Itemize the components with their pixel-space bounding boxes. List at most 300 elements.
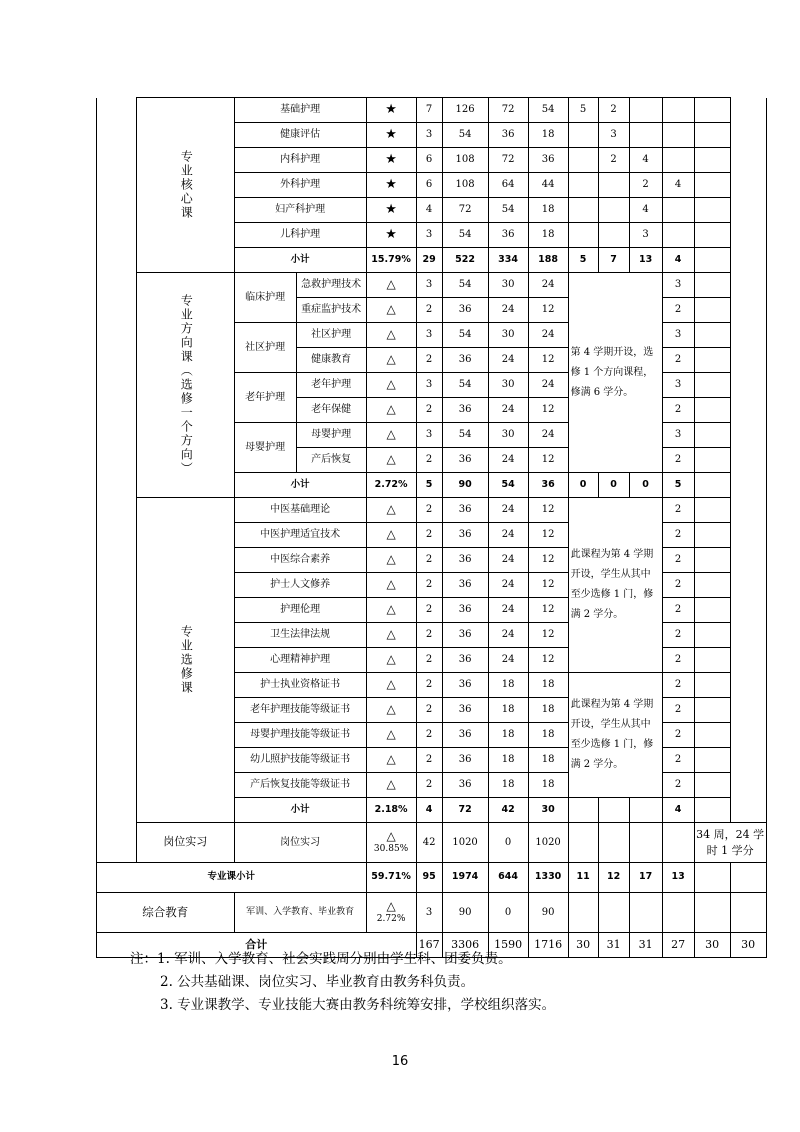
cell-s4: 3 xyxy=(662,373,694,398)
cell-s5 xyxy=(694,623,730,648)
direction-group-label xyxy=(137,273,235,498)
cell-credit: 2 xyxy=(416,523,442,548)
cell-s5 xyxy=(694,723,730,748)
nature-cell xyxy=(366,398,416,423)
cell-s4: 2 xyxy=(662,348,694,373)
cell-theory: 1590 xyxy=(488,933,528,958)
cell-total: 108 xyxy=(442,148,488,173)
course-name: 老年保健 xyxy=(296,398,366,423)
cell-s5 xyxy=(694,98,730,123)
cell-credit: 2 xyxy=(416,773,442,798)
page-number: 16 xyxy=(391,1054,409,1069)
cell-s2: 31 xyxy=(598,933,629,958)
cell-credit: 6 xyxy=(416,173,442,198)
cell-practice: 18 xyxy=(528,723,568,748)
cell-s5 xyxy=(694,498,730,523)
cell-theory: 30 xyxy=(488,373,528,398)
cell-s6 xyxy=(730,348,766,373)
cell-credit: 29 xyxy=(416,248,442,273)
cell-s3: 13 xyxy=(629,248,662,273)
left-blank xyxy=(97,198,137,223)
cell-theory: 18 xyxy=(488,673,528,698)
table-row xyxy=(97,273,767,298)
cell-credit: 3 xyxy=(416,423,442,448)
subtotal-label: 小计 xyxy=(234,473,366,498)
subgroup-label: 母婴护理 xyxy=(234,423,296,473)
nature-cell xyxy=(366,298,416,323)
cell-theory: 64 xyxy=(488,173,528,198)
cell-total: 36 xyxy=(442,673,488,698)
course-name: 妇产科护理 xyxy=(234,198,366,223)
cell-theory: 24 xyxy=(488,298,528,323)
cell-credit: 167 xyxy=(416,933,442,958)
triangle-icon: △ xyxy=(386,677,396,692)
cell-total: 36 xyxy=(442,648,488,673)
cell-practice: 12 xyxy=(528,548,568,573)
cell-theory: 18 xyxy=(488,773,528,798)
cell-credit: 2 xyxy=(416,548,442,573)
cell-s5 xyxy=(694,648,730,673)
cell-s3 xyxy=(629,893,662,933)
nature-cell xyxy=(366,548,416,573)
subtotal-pct: 59.71% xyxy=(366,863,416,893)
note-1: 注：1. 军训、入学教育、社会实践周分别由学生科、团委负责。 xyxy=(130,951,512,967)
table-row xyxy=(97,823,767,863)
cell-s6 xyxy=(730,648,766,673)
cell-s4: 27 xyxy=(662,933,694,958)
cell-s3 xyxy=(629,823,662,863)
cell-credit: 95 xyxy=(416,863,442,893)
nature-cell xyxy=(366,748,416,773)
cell-total: 54 xyxy=(442,123,488,148)
cell-practice: 18 xyxy=(528,698,568,723)
cell-s5 xyxy=(694,198,730,223)
cell-s6 xyxy=(730,798,766,823)
cell-practice: 54 xyxy=(528,98,568,123)
cell-theory: 42 xyxy=(488,798,528,823)
triangle-icon: △ xyxy=(386,552,396,567)
cell-s6 xyxy=(730,123,766,148)
cell-s5 xyxy=(694,173,730,198)
cell-credit: 2 xyxy=(416,448,442,473)
cell-credit: 5 xyxy=(416,473,442,498)
triangle-icon: △ xyxy=(386,652,396,667)
cell-practice: 12 xyxy=(528,648,568,673)
general-pct: 2.72% xyxy=(376,914,406,925)
subgroup-label: 临床护理 xyxy=(234,273,296,323)
cell-s6 xyxy=(730,863,766,893)
triangle-icon: △ xyxy=(386,427,396,442)
cell-s6 xyxy=(730,323,766,348)
cell-s5 xyxy=(694,248,730,273)
cell-total: 36 xyxy=(442,498,488,523)
course-name: 母婴护理技能等级证书 xyxy=(234,723,366,748)
triangle-icon: △ xyxy=(386,402,396,417)
elective-group-label xyxy=(137,498,235,823)
cell-theory: 0 xyxy=(488,823,528,863)
left-blank xyxy=(97,773,137,798)
cell-s4: 2 xyxy=(662,498,694,523)
cell-s6 xyxy=(730,248,766,273)
cell-s1: 5 xyxy=(568,248,598,273)
cell-s6 xyxy=(730,473,766,498)
cell-s4 xyxy=(662,893,694,933)
course-name: 外科护理 xyxy=(234,173,366,198)
cell-theory: 24 xyxy=(488,648,528,673)
cell-s3 xyxy=(629,798,662,823)
subtotal-pct: 2.18% xyxy=(366,798,416,823)
left-blank xyxy=(97,323,137,348)
cell-s4: 2 xyxy=(662,723,694,748)
left-blank xyxy=(97,423,137,448)
cell-total: 36 xyxy=(442,723,488,748)
cell-s6 xyxy=(730,373,766,398)
cell-s4: 2 xyxy=(662,648,694,673)
course-name: 心理精神护理 xyxy=(234,648,366,673)
left-blank xyxy=(97,823,137,863)
left-blank xyxy=(97,523,137,548)
left-blank xyxy=(97,623,137,648)
cell-practice: 12 xyxy=(528,523,568,548)
triangle-icon: △ xyxy=(386,527,396,542)
subtotal-pct: 15.79% xyxy=(366,248,416,273)
cell-total: 3306 xyxy=(442,933,488,958)
cell-credit: 2 xyxy=(416,298,442,323)
cell-total: 54 xyxy=(442,273,488,298)
nature-cell xyxy=(366,148,416,173)
left-blank xyxy=(97,673,137,698)
nature-cell xyxy=(366,598,416,623)
course-name: 老年护理技能等级证书 xyxy=(234,698,366,723)
triangle-icon: △ xyxy=(386,752,396,767)
cell-theory: 24 xyxy=(488,548,528,573)
cell-s4: 4 xyxy=(662,173,694,198)
cell-theory: 644 xyxy=(488,863,528,893)
cell-s6 xyxy=(730,223,766,248)
cell-s5 xyxy=(694,573,730,598)
core-group-text: 专业核心课 xyxy=(179,150,194,220)
cell-s1 xyxy=(568,798,598,823)
course-name: 健康教育 xyxy=(296,348,366,373)
cell-s6 xyxy=(730,448,766,473)
table-row xyxy=(97,893,767,933)
cell-s6 xyxy=(730,523,766,548)
cell-theory: 30 xyxy=(488,273,528,298)
triangle-icon: △ xyxy=(386,277,396,292)
cell-s4 xyxy=(662,198,694,223)
cell-s5: 30 xyxy=(694,933,730,958)
nature-cell xyxy=(366,98,416,123)
cell-s5 xyxy=(694,748,730,773)
cell-theory: 24 xyxy=(488,523,528,548)
cell-practice: 36 xyxy=(528,473,568,498)
note-3: 3. 专业课教学、专业技能大赛由教务科统筹安排，学校组织落实。 xyxy=(160,997,556,1013)
cell-s6 xyxy=(730,423,766,448)
cell-total: 1974 xyxy=(442,863,488,893)
cell-s4: 4 xyxy=(662,248,694,273)
cell-total: 36 xyxy=(442,598,488,623)
cell-practice: 12 xyxy=(528,598,568,623)
nature-cell xyxy=(366,323,416,348)
cell-credit: 2 xyxy=(416,398,442,423)
left-blank xyxy=(97,248,137,273)
course-name: 基础护理 xyxy=(234,98,366,123)
cell-s1 xyxy=(568,198,598,223)
cell-s4 xyxy=(662,223,694,248)
left-blank xyxy=(97,448,137,473)
core-group-label xyxy=(137,98,235,273)
course-name: 护理伦理 xyxy=(234,598,366,623)
cell-total: 54 xyxy=(442,223,488,248)
cell-credit: 3 xyxy=(416,123,442,148)
left-blank xyxy=(97,148,137,173)
cell-s4 xyxy=(662,823,694,863)
cell-total: 36 xyxy=(442,698,488,723)
cell-total: 54 xyxy=(442,373,488,398)
cell-s4: 2 xyxy=(662,523,694,548)
cell-total: 126 xyxy=(442,98,488,123)
cell-s6 xyxy=(730,893,766,933)
cell-credit: 6 xyxy=(416,148,442,173)
cell-theory: 24 xyxy=(488,498,528,523)
cell-s3 xyxy=(629,123,662,148)
course-name: 产后恢复技能等级证书 xyxy=(234,773,366,798)
cell-s2 xyxy=(598,823,629,863)
cell-s2 xyxy=(598,223,629,248)
left-blank xyxy=(97,298,137,323)
course-name: 老年护理 xyxy=(296,373,366,398)
cell-s2: 7 xyxy=(598,248,629,273)
triangle-icon: △ xyxy=(386,727,396,742)
left-blank xyxy=(97,498,137,523)
major-subtotal-label: 专业课小计 xyxy=(97,863,367,893)
cell-s6 xyxy=(730,748,766,773)
course-name: 中医基础理论 xyxy=(234,498,366,523)
left-blank xyxy=(97,573,137,598)
cell-s6 xyxy=(730,573,766,598)
left-blank xyxy=(97,98,137,123)
cell-s6 xyxy=(730,173,766,198)
cell-credit: 4 xyxy=(416,198,442,223)
elective-group-text: 专业选修课 xyxy=(179,625,194,695)
triangle-icon: △ xyxy=(386,702,396,717)
cell-s4: 2 xyxy=(662,773,694,798)
cell-s3: 31 xyxy=(629,933,662,958)
cell-credit: 7 xyxy=(416,98,442,123)
cell-total: 36 xyxy=(442,623,488,648)
course-name: 护士人文修养 xyxy=(234,573,366,598)
cell-practice: 18 xyxy=(528,673,568,698)
cell-s4: 2 xyxy=(662,548,694,573)
cell-total: 90 xyxy=(442,893,488,933)
cell-practice: 12 xyxy=(528,398,568,423)
cell-s4: 2 xyxy=(662,398,694,423)
left-blank xyxy=(97,798,137,823)
subgroup-label: 老年护理 xyxy=(234,373,296,423)
cell-s6 xyxy=(730,298,766,323)
cell-s4: 2 xyxy=(662,598,694,623)
cell-practice: 18 xyxy=(528,123,568,148)
triangle-icon: △ xyxy=(386,899,396,914)
cell-practice: 12 xyxy=(528,448,568,473)
notes xyxy=(130,948,555,1017)
cell-s2 xyxy=(598,893,629,933)
cell-total: 36 xyxy=(442,298,488,323)
cell-s1: 5 xyxy=(568,98,598,123)
cell-total: 1020 xyxy=(442,823,488,863)
star-icon: ★ xyxy=(385,226,397,242)
cell-s1 xyxy=(568,148,598,173)
cell-practice: 18 xyxy=(528,773,568,798)
cell-s5 xyxy=(694,323,730,348)
cell-s2: 2 xyxy=(598,98,629,123)
cell-s2 xyxy=(598,798,629,823)
triangle-icon: △ xyxy=(386,777,396,792)
cell-s5 xyxy=(694,298,730,323)
course-name: 中医护理适宜技术 xyxy=(234,523,366,548)
nature-cell xyxy=(366,448,416,473)
total-label: 合计 xyxy=(97,933,417,958)
cell-total: 522 xyxy=(442,248,488,273)
cell-s4: 2 xyxy=(662,448,694,473)
cell-s6 xyxy=(730,498,766,523)
cell-total: 36 xyxy=(442,773,488,798)
cell-s3: 2 xyxy=(629,173,662,198)
cell-s1 xyxy=(568,893,598,933)
left-blank xyxy=(97,698,137,723)
cell-theory: 24 xyxy=(488,398,528,423)
cell-practice: 24 xyxy=(528,423,568,448)
cell-s1 xyxy=(568,823,598,863)
cell-total: 72 xyxy=(442,798,488,823)
cell-s6 xyxy=(730,723,766,748)
cell-theory: 30 xyxy=(488,323,528,348)
cell-s1 xyxy=(568,123,598,148)
cell-practice: 12 xyxy=(528,573,568,598)
cell-s3 xyxy=(629,98,662,123)
star-icon: ★ xyxy=(385,126,397,142)
cell-credit: 3 xyxy=(416,373,442,398)
cell-s1: 11 xyxy=(568,863,598,893)
cell-s4: 3 xyxy=(662,323,694,348)
course-name: 社区护理 xyxy=(296,323,366,348)
left-blank xyxy=(97,748,137,773)
cell-s4: 2 xyxy=(662,298,694,323)
cell-practice: 1020 xyxy=(528,823,568,863)
cell-theory: 24 xyxy=(488,448,528,473)
cell-credit: 2 xyxy=(416,623,442,648)
nature-cell xyxy=(366,498,416,523)
cell-s6 xyxy=(730,673,766,698)
nature-cell xyxy=(366,623,416,648)
cell-theory: 18 xyxy=(488,748,528,773)
cell-s5 xyxy=(694,123,730,148)
left-blank xyxy=(97,473,137,498)
cell-s2: 12 xyxy=(598,863,629,893)
cell-credit: 3 xyxy=(416,273,442,298)
cell-total: 36 xyxy=(442,448,488,473)
cell-credit: 3 xyxy=(416,323,442,348)
left-blank xyxy=(97,648,137,673)
cell-theory: 334 xyxy=(488,248,528,273)
cell-s4: 2 xyxy=(662,748,694,773)
cell-s4: 4 xyxy=(662,798,694,823)
course-name: 健康评估 xyxy=(234,123,366,148)
left-blank xyxy=(97,398,137,423)
nature-cell xyxy=(366,223,416,248)
nature-cell xyxy=(366,373,416,398)
cell-credit: 2 xyxy=(416,673,442,698)
cell-practice: 1330 xyxy=(528,863,568,893)
course-name: 重症监护技术 xyxy=(296,298,366,323)
direction-note: 第 4 学期开设，选修 1 个方向课程，修满 6 学分。 xyxy=(568,273,662,473)
cell-s5 xyxy=(694,223,730,248)
cell-theory: 30 xyxy=(488,423,528,448)
cell-s5 xyxy=(694,273,730,298)
cell-practice: 24 xyxy=(528,373,568,398)
cell-credit: 3 xyxy=(416,893,442,933)
cell-s4 xyxy=(662,123,694,148)
subtotal-label: 小计 xyxy=(234,248,366,273)
cell-theory: 18 xyxy=(488,698,528,723)
triangle-icon: △ xyxy=(386,502,396,517)
cell-s6 xyxy=(730,398,766,423)
cell-practice: 18 xyxy=(528,223,568,248)
cell-s5 xyxy=(694,473,730,498)
cell-practice: 12 xyxy=(528,623,568,648)
curriculum-table xyxy=(96,97,767,958)
cell-s4: 13 xyxy=(662,863,694,893)
internship-pct: 30.85% xyxy=(373,844,409,855)
cell-s6 xyxy=(730,773,766,798)
cell-s4: 3 xyxy=(662,423,694,448)
cell-s6 xyxy=(730,98,766,123)
triangle-icon: △ xyxy=(386,627,396,642)
cell-s4: 5 xyxy=(662,473,694,498)
internship-group-label: 岗位实习 xyxy=(137,823,235,863)
cell-s5 xyxy=(694,398,730,423)
cell-theory: 36 xyxy=(488,223,528,248)
cell-theory: 72 xyxy=(488,148,528,173)
subtotal-pct: 2.72% xyxy=(366,473,416,498)
cell-theory: 18 xyxy=(488,723,528,748)
nature-cell xyxy=(366,523,416,548)
cell-s5 xyxy=(694,348,730,373)
cell-credit: 2 xyxy=(416,648,442,673)
nature-cell xyxy=(366,273,416,298)
course-name: 军训、入学教育、毕业教育 xyxy=(234,893,366,933)
cell-s5 xyxy=(694,448,730,473)
nature-cell xyxy=(366,648,416,673)
cell-s5 xyxy=(694,673,730,698)
triangle-icon: △ xyxy=(386,352,396,367)
cell-credit: 42 xyxy=(416,823,442,863)
cell-s3: 4 xyxy=(629,148,662,173)
cell-s5 xyxy=(694,548,730,573)
nature-cell xyxy=(366,423,416,448)
course-name: 母婴护理 xyxy=(296,423,366,448)
course-name: 中医综合素养 xyxy=(234,548,366,573)
course-name: 产后恢复 xyxy=(296,448,366,473)
cell-practice: 90 xyxy=(528,893,568,933)
triangle-icon: △ xyxy=(386,452,396,467)
cell-practice: 188 xyxy=(528,248,568,273)
cell-practice: 36 xyxy=(528,148,568,173)
cell-s6 xyxy=(730,598,766,623)
nature-cell xyxy=(366,198,416,223)
nature-cell xyxy=(366,698,416,723)
triangle-icon: △ xyxy=(386,602,396,617)
